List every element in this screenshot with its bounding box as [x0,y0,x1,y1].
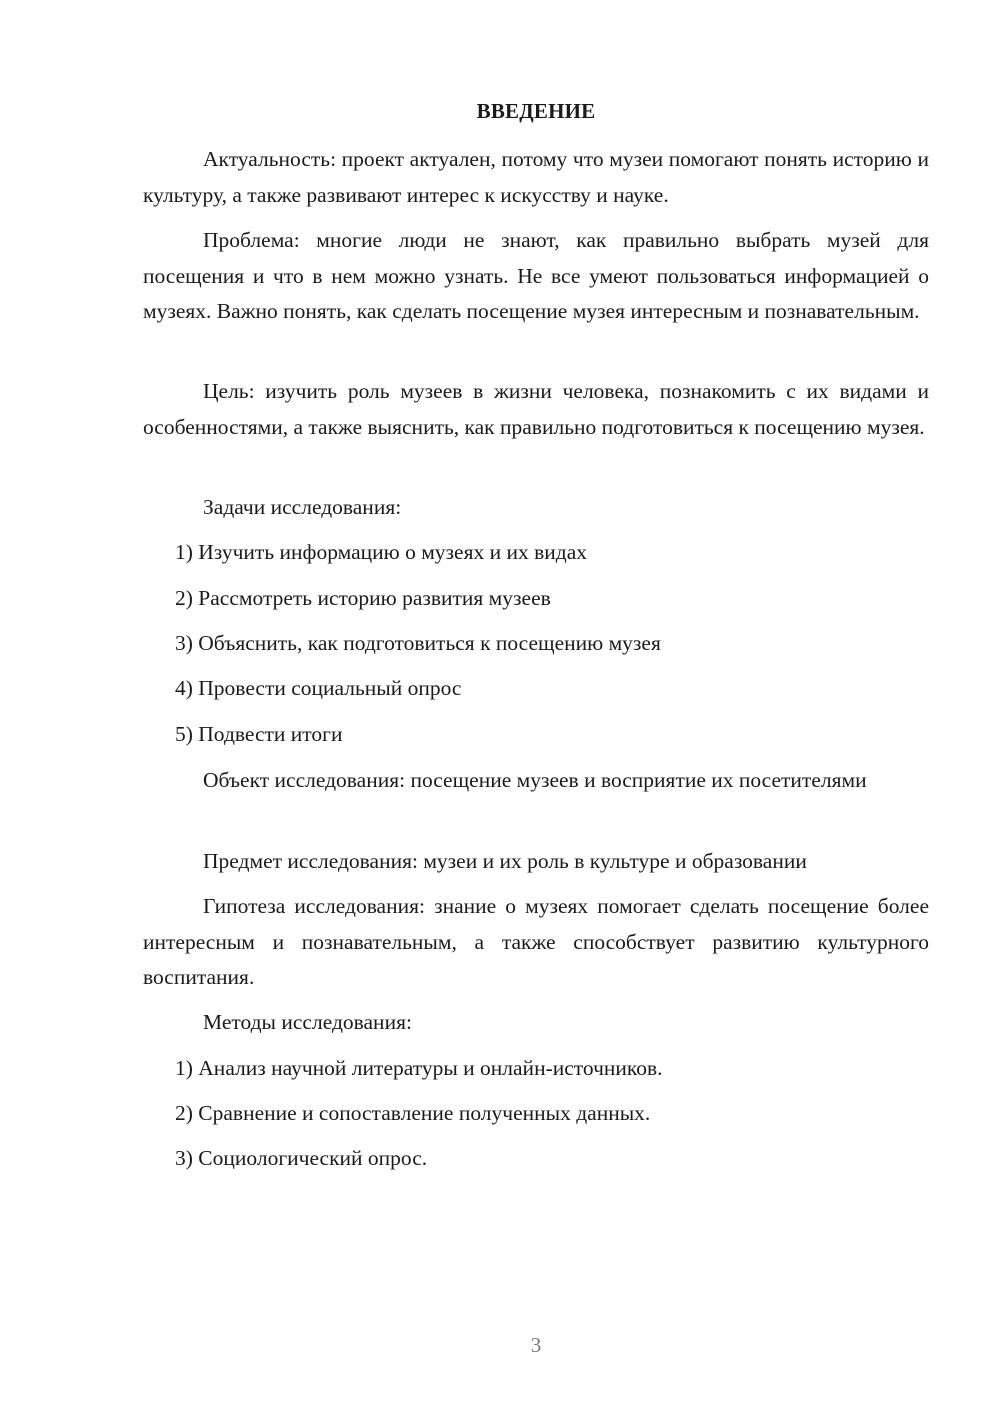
task-item-5: 5) Подвести итоги [175,722,343,746]
methods-title: Методы исследования: [203,1010,412,1034]
paragraph-hypothesis: Гипотеза исследования: знание о музеях помогает сделать посещение более интересным и познавательным, а также способствует развитию культурного воспитания. [143,894,929,989]
paragraph-object: Объект исследования: посещение музеев и восприятие их посетителями [203,768,867,792]
task-item-3: 3) Объяснить, как подготовиться к посещению музея [175,631,661,655]
method-item-2: 2) Сравнение и сопоставление полученных данных. [175,1101,651,1125]
paragraph-subject: Предмет исследования: музеи и их роль в культуре и образовании [203,849,807,873]
section-heading: ВВЕДЕНИЕ [476,99,596,123]
method-item-1: 1) Анализ научной литературы и онлайн-источников. [175,1056,663,1080]
task-item-2: 2) Рассмотреть историю развития музеев [175,586,551,610]
task-item-4: 4) Провести социальный опрос [175,676,462,700]
paragraph-problem: Проблема: многие люди не знают, как правильно выбрать музей для посещения и что в нем можно узнать. Не все умеют пользоваться информацией о музеях. Важно понять, как сделать посещение музея интересным и познавательным. [143,228,929,323]
tasks-title: Задачи исследования: [203,495,402,519]
method-item-3: 3) Социологический опрос. [175,1146,428,1170]
task-item-1: 1) Изучить информацию о музеях и их видах [175,540,587,564]
paragraph-goal: Цель: изучить роль музеев в жизни человека, познакомить с их видами и особенностями, а также выяснить, как правильно подготовиться к посещению музея. [143,379,929,439]
paragraph-relevance: Актуальность: проект актуален, потому что музеи помогают понять историю и культуру, а также развивают интерес к искусству и науке. [143,147,929,207]
page-number: 3 [530,1333,542,1357]
